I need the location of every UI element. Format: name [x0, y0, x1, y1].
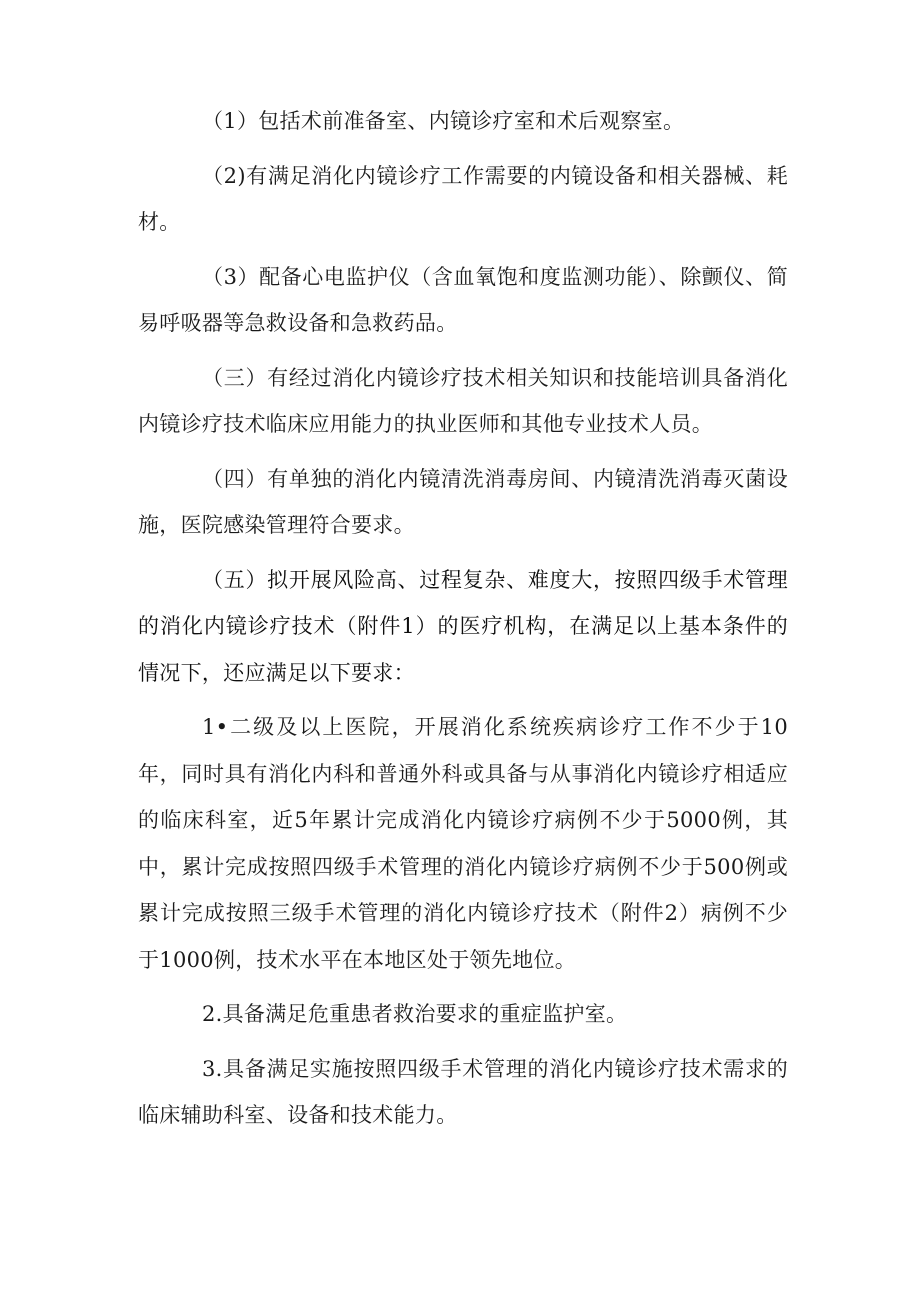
paragraph-section-5: （五）拟开展风险高、过程复杂、难度大，按照四级手术管理的消化内镜诊疗技术（附件1）的医疗机构，在满足以上基本条件的情况下，还应满足以下要求： [138, 567, 788, 685]
document-body [138, 98, 788, 1147]
paragraph-item-3: （3）配备心电监护仪（含血氧饱和度监测功能）、除颤仪、简易呼吸器等急救设备和急救药品。 [138, 264, 788, 335]
paragraph-requirement-1: 1•二级及以上医院，开展消化系统疾病诊疗工作不少于10年，同时具有消化内科和普通外科或具备与从事消化内镜诊疗相适应的临床科室，近5年累计完成消化内镜诊疗病例不少于5000例，其中，累计完成按照四级手术管理的消化内镜诊疗病例不少于500例或累计完成按照三级手术管理的消化内镜诊疗技术（附件2）病例不少于1000例，技术水平在本地区处于领先地位。 [138, 715, 788, 972]
paragraph-requirement-2: 2.具备满足危重患者救治要求的重症监护室。 [202, 1002, 628, 1026]
paragraph-item-1: （1）包括术前准备室、内镜诊疗室和术后观察室。 [202, 109, 685, 133]
paragraph-item-2: （2)有满足消化内镜诊疗工作需要的内镜设备和相关器械、耗材。 [138, 163, 788, 234]
paragraph-section-4: （四）有单独的消化内镜清洗消毒房间、内镜清洗消毒灭菌设施，医院感染管理符合要求。 [138, 466, 788, 537]
paragraph-requirement-3: 3.具备满足实施按照四级手术管理的消化内镜诊疗技术需求的临床辅助科室、设备和技术能力。 [138, 1056, 788, 1127]
paragraph-section-3: （三）有经过消化内镜诊疗技术相关知识和技能培训具备消化内镜诊疗技术临床应用能力的执业医师和其他专业技术人员。 [138, 365, 788, 436]
